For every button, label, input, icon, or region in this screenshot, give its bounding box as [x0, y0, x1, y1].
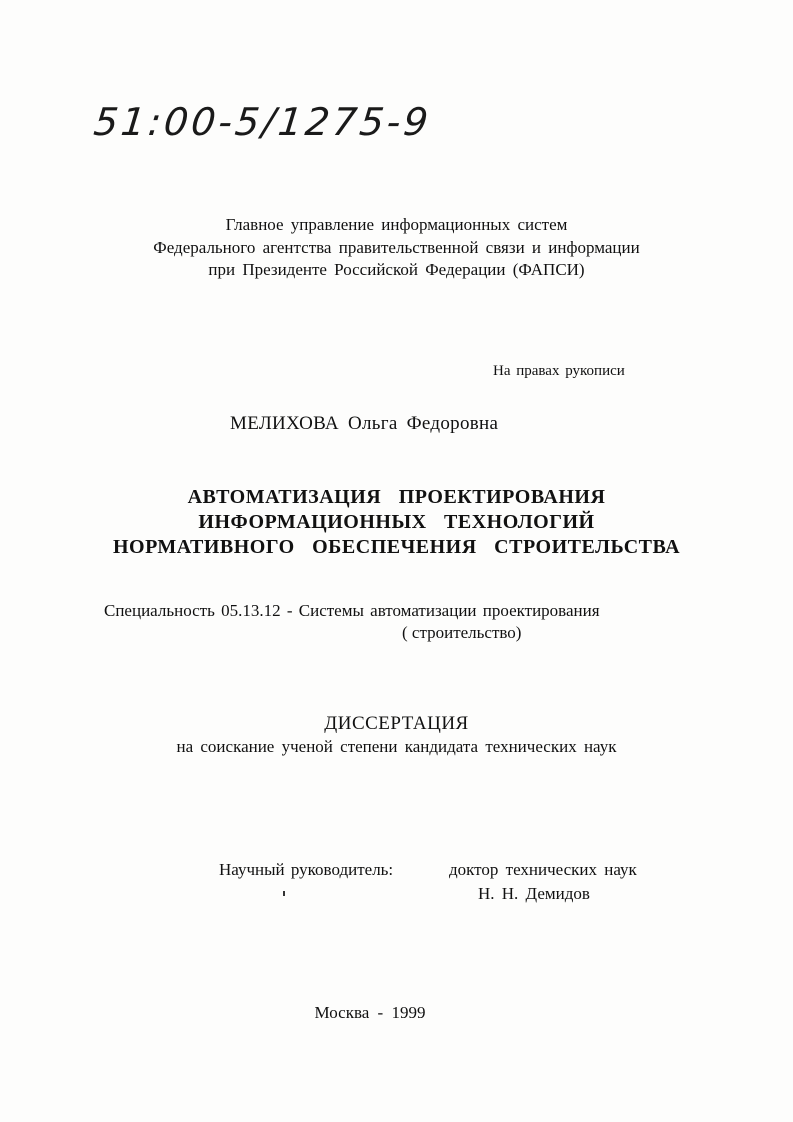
advisor-title: доктор технических наук	[449, 860, 637, 879]
specialty-line: Специальность 05.13.12 - Системы автоматизации проектирования	[104, 601, 600, 620]
advisor-name: Н. Н. Демидов	[478, 884, 590, 903]
degree-line: на соискание ученой степени кандидата технических наук	[176, 737, 617, 756]
organization-line-3: при Президенте Российской Федерации (ФАПСИ)	[208, 260, 585, 279]
manuscript-note: На правах рукописи	[493, 363, 625, 379]
dissertation-title-line-1: АВТОМАТИЗАЦИЯ ПРОЕКТИРОВАНИЯ	[187, 486, 606, 508]
advisor-label: Научный руководитель:	[219, 860, 394, 879]
archive-code-handwritten: 51:00-5/1275-9	[91, 100, 434, 144]
specialty-subline: ( строительство)	[402, 623, 522, 642]
document-type: ДИССЕРТАЦИЯ	[324, 713, 469, 734]
city-year: Москва - 1999	[314, 1003, 426, 1022]
dissertation-title-line-3: НОРМАТИВНОГО ОБЕСПЕЧЕНИЯ СТРОИТЕЛЬСТВА	[112, 536, 681, 558]
organization-line-2: Федерального агентства правительственной связи и информации	[153, 238, 640, 257]
scan-artifact-mark	[283, 891, 285, 896]
dissertation-title-line-2: ИНФОРМАЦИОННЫХ ТЕХНОЛОГИЙ	[198, 511, 595, 533]
author-name: МЕЛИХОВА Ольга Федоровна	[230, 413, 499, 434]
organization-line-1: Главное управление информационных систем	[225, 215, 568, 234]
